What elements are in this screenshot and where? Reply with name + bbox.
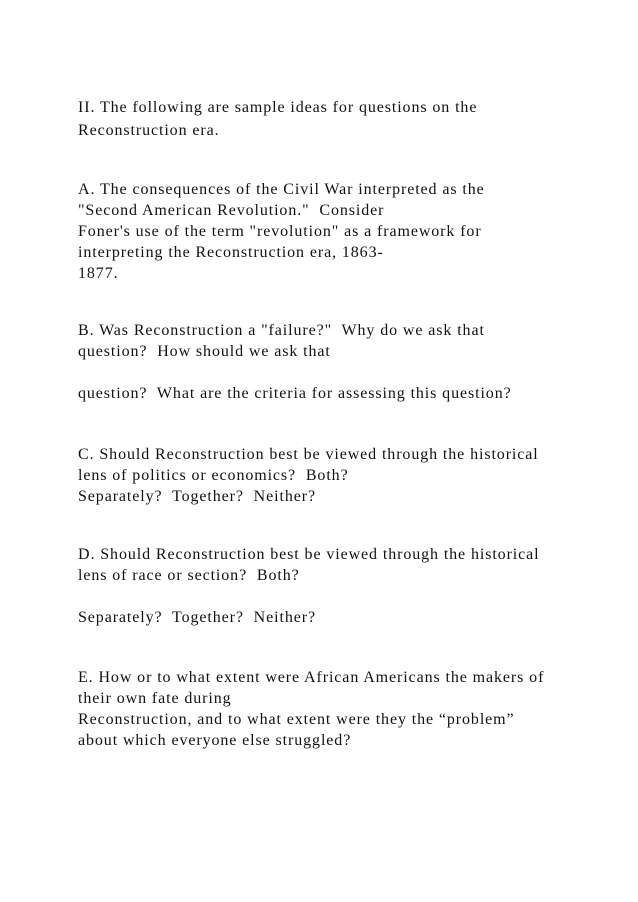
item-e-line-4: about which everyone else struggled?: [78, 732, 352, 749]
item-d-line-1: D. Should Reconstruction best be viewed through the historical: [78, 546, 540, 563]
item-d-line-2: lens of race or section? Both?: [78, 567, 300, 584]
item-a-line-5: 1877.: [78, 265, 119, 282]
intro-line-2: Reconstruction era.: [78, 122, 220, 139]
item-e-line-2: their own fate during: [78, 690, 232, 707]
item-c-line-3: Separately? Together? Neither?: [78, 488, 316, 505]
item-a-line-3: Foner's use of the term "revolution" as a framework for: [78, 223, 482, 240]
item-e-line-1: E. How or to what extent were African Americans the makers of: [78, 669, 545, 686]
item-a-line-2: "Second American Revolution." Consider: [78, 202, 385, 219]
item-e-line-3: Reconstruction, and to what extent were they the “problem”: [78, 711, 515, 728]
intro-line-1: II. The following are sample ideas for questions on the: [78, 99, 478, 116]
item-a-line-1: A. The consequences of the Civil War interpreted as the: [78, 181, 485, 198]
item-b-line-1: B. Was Reconstruction a "failure?" Why do we ask that: [78, 322, 485, 339]
item-a-line-4: interpreting the Reconstruction era, 1863-: [78, 244, 384, 261]
item-c-line-1: C. Should Reconstruction best be viewed through the historical: [78, 446, 539, 463]
item-b-line-2: question? How should we ask that: [78, 343, 331, 360]
item-d-line-3: Separately? Together? Neither?: [78, 609, 316, 626]
item-c-line-2: lens of politics or economics? Both?: [78, 467, 349, 484]
item-b-line-3: question? What are the criteria for assessing this question?: [78, 385, 512, 402]
